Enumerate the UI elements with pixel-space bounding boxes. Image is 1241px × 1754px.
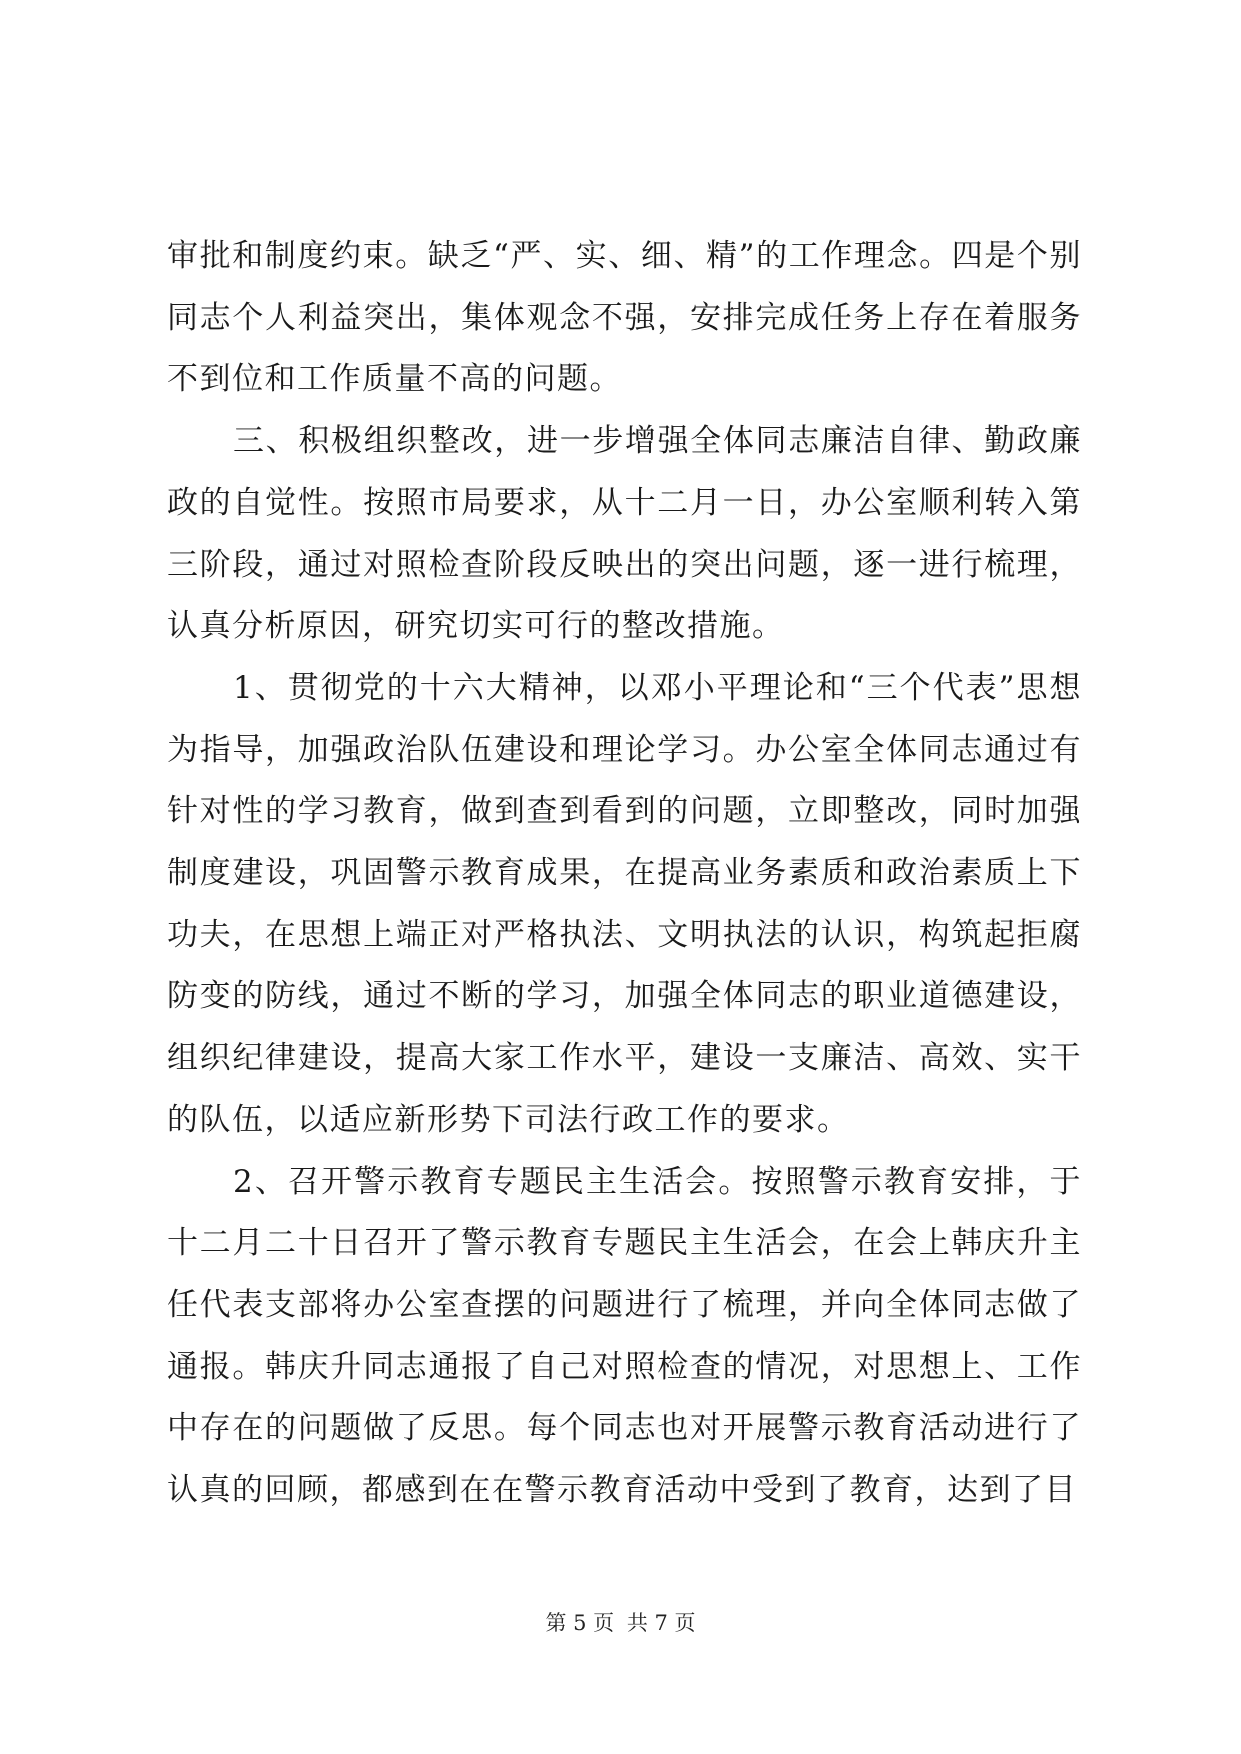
page-footer [0,1608,1241,1638]
page-total: 共 7 页 [626,1611,696,1635]
paragraph-continuation: 审批和制度约束。缺乏“严、实、细、精”的工作理念。四是个别同志个人利益突出，集体观念不强，安排完成任务上存在着服务不到位和工作质量不高的问题。 [167,238,1082,398]
document-body [167,226,1082,1522]
paragraph-item-two: 2、召开警示教育专题民主生活会。按照警示教育安排，于十二月二十日召开了警示教育专题民主生活会，在会上韩庆升主任代表支部将办公室查摆的问题进行了梳理，并向全体同志做了通报。韩庆升同志通报了自己对照检查的情况，对思想上、工作中存在的问题做了反思。每个同志也对开展警示教育活动进行了认真的回顾，都感到在在警示教育活动中受到了教育，达到了目 [167,1163,1082,1509]
paragraph-item-one: 1、贯彻党的十六大精神，以邓小平理论和“三个代表”思想为指导，加强政治队伍建设和理论学习。办公室全体同志通过有针对性的学习教育，做到查到看到的问题，立即整改，同时加强制度建设，巩固警示教育成果，在提高业务素质和政治素质上下功夫，在思想上端正对严格执法、文明执法的认识，构筑起拒腐防变的防线，通过不断的学习，加强全体同志的职业道德建设，组织纪律建设，提高大家工作水平，建设一支廉洁、高效、实干的队伍，以适应新形势下司法行政工作的要求。 [167,669,1082,1138]
page-number: 第 5 页 [545,1611,615,1635]
paragraph-section-three: 三、积极组织整改，进一步增强全体同志廉洁自律、勤政廉政的自觉性。按照市局要求，从十二月一日，办公室顺利转入第三阶段，通过对照检查阶段反映出的突出问题，逐一进行梳理，认真分析原因，研究切实可行的整改措施。 [167,423,1082,645]
